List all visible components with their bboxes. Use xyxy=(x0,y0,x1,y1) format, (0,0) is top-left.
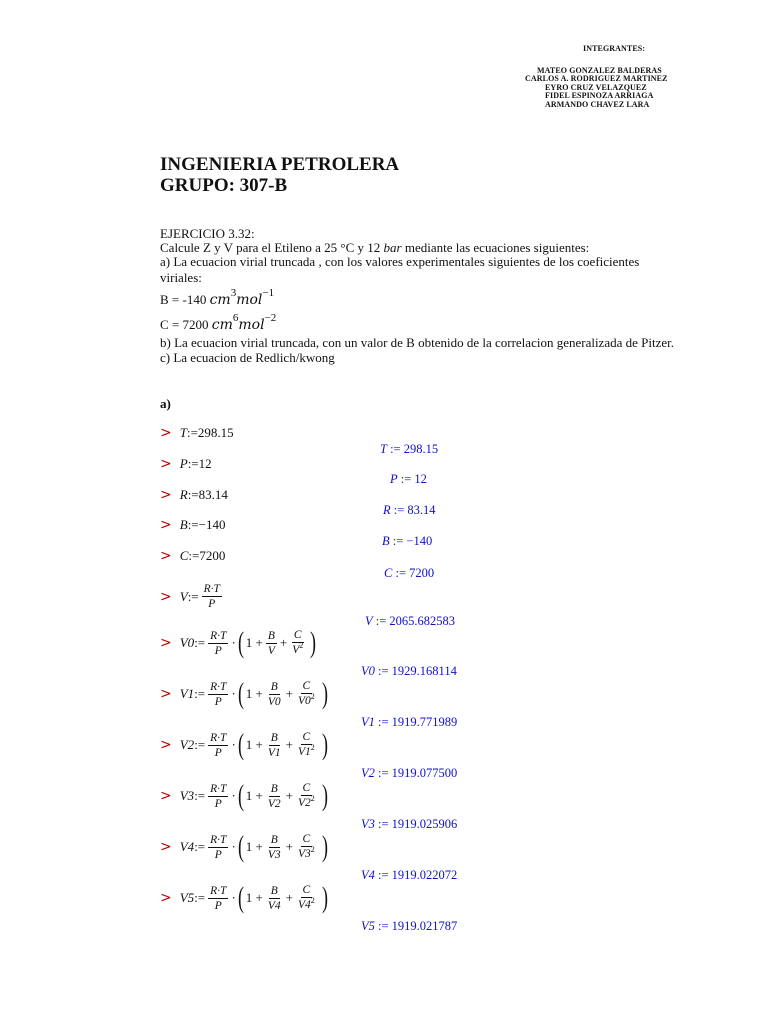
exercise-line1: Calcule Z y V para el Etileno a 25 °C y 12 bar mediante las ecuaciones siguientes: xyxy=(160,240,590,255)
member-4: FIDEL ESPINOZA ARRIAGA xyxy=(545,91,654,100)
input-v0[interactable]: > V0 := $\frac{R\cdot T}{P}$ · ( 1 + $\frac{B}{V}$ + $\frac{C}{V^2}$ ) xyxy=(160,626,317,659)
member-2: CARLOS A. RODRIGUEZ MARTINEZ xyxy=(525,74,668,83)
output-v3: V3 := 1919.025906 xyxy=(361,817,458,831)
integrantes-label: INTEGRANTES: xyxy=(583,44,646,53)
output-v2: V2 := 1919.077500 xyxy=(361,766,458,780)
output-r: R := 83.14 xyxy=(383,503,436,517)
output-v: V := 2065.682583 xyxy=(365,614,456,628)
input-v4[interactable]: > V4 := $\frac{R\cdot T}{P}$ · ( 1 + $\frac{B}{V3}$ + $\frac{C}{V3^2}$ ) xyxy=(160,830,328,863)
prompt-caret: > xyxy=(160,839,172,855)
input-c[interactable]: > C := 7200 xyxy=(160,548,226,564)
prompt-caret: > xyxy=(160,588,172,605)
exercise-line-c: c) La ecuacion de Redlich/kwong xyxy=(160,350,335,365)
prompt-caret: > xyxy=(160,548,172,564)
prompt-caret: > xyxy=(160,425,172,441)
prompt-caret: > xyxy=(160,686,172,702)
output-v1: V1 := 1919.771989 xyxy=(361,715,458,729)
input-v2[interactable]: > V2 := $\frac{R\cdot T}{P}$ · ( 1 + $\frac{B}{V1}$ + $\frac{C}{V1^2}$ ) xyxy=(160,728,328,761)
exercise-line-a2: viriales: xyxy=(160,270,202,285)
exercise-line-b: b) La ecuacion virial truncada, con un valor de B obtenido de la correlacion generalizada de Pitzer. xyxy=(160,335,674,350)
input-v5[interactable]: > V5 := $\frac{R\cdot T}{P}$ · ( 1 + $\frac{B}{V4}$ + $\frac{C}{V4^2}$ ) xyxy=(160,881,328,914)
output-p: P := 12 xyxy=(390,472,427,486)
output-c: C := 7200 xyxy=(384,566,435,580)
title-line1: INGENIERIA PETROLERA xyxy=(160,154,400,175)
input-v1[interactable]: > V1 := $\frac{R\cdot T}{P}$ · ( 1 + $\frac{B}{V0}$ + $\frac{C}{V0^2}$ ) xyxy=(160,677,328,710)
member-5: ARMANDO CHAVEZ LARA xyxy=(545,100,650,109)
output-t: T := 298.15 xyxy=(380,442,439,456)
output-b: B := −140 xyxy=(382,534,433,548)
b-value-line: B = -140 $cm^3mol^{-1}$ xyxy=(160,287,275,308)
title-line2: GRUPO: 307-B xyxy=(160,175,288,196)
section-a-label: a) xyxy=(160,396,171,411)
input-r[interactable]: > R := 83.14 xyxy=(160,487,228,503)
input-t[interactable]: > T := 298.15 xyxy=(160,425,234,441)
prompt-caret: > xyxy=(160,890,172,906)
output-v0: V0 := 1929.168114 xyxy=(361,664,457,678)
exercise-line-a: a) La ecuacion virial truncada , con los valores experimentales siguientes de los coeficientes xyxy=(160,254,640,269)
prompt-caret: > xyxy=(160,456,172,472)
prompt-caret: > xyxy=(160,788,172,804)
prompt-caret: > xyxy=(160,487,172,503)
output-v5: V5 := 1919.021787 xyxy=(361,919,458,933)
prompt-caret: > xyxy=(160,517,172,533)
input-p[interactable]: > P := 12 xyxy=(160,456,212,472)
prompt-caret: > xyxy=(160,635,172,651)
input-v[interactable]: > V := $\frac{R\cdot T}{P}$ xyxy=(160,583,220,610)
output-v4: V4 := 1919.022072 xyxy=(361,868,458,882)
exercise-heading: EJERCICIO 3.32: xyxy=(160,226,255,241)
prompt-caret: > xyxy=(160,737,172,753)
member-3: EYRO CRUZ VELAZQUEZ xyxy=(545,83,647,92)
input-b[interactable]: > B := −140 xyxy=(160,517,226,533)
c-value-line: C = 7200 $cm^6mol^{-2}$ xyxy=(160,312,277,333)
input-v3[interactable]: > V3 := $\frac{R\cdot T}{P}$ · ( 1 + $\frac{B}{V2}$ + $\frac{C}{V2^2}$ ) xyxy=(160,779,328,812)
member-1: MATEO GONZALEZ BALDERAS xyxy=(537,66,662,75)
